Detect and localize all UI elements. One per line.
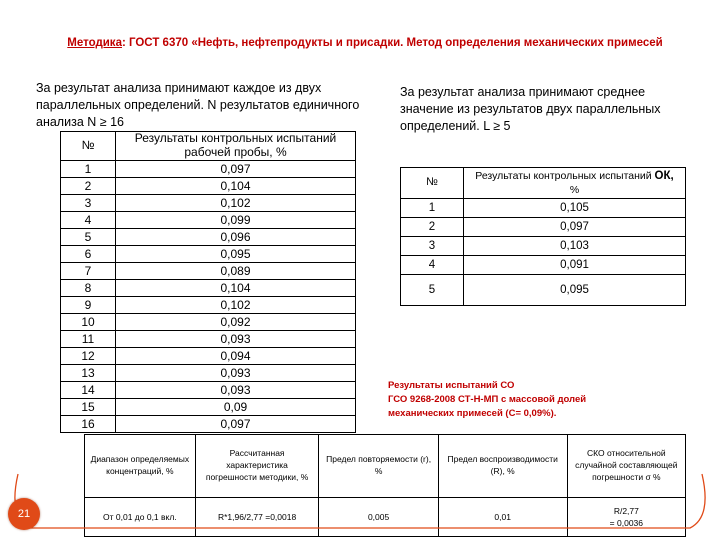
cell-result: 0,103 [464, 237, 686, 256]
cell-number: 1 [401, 199, 464, 218]
ok-header-abbr: ОК, [654, 169, 674, 182]
page-title-keyword: Методика [67, 37, 122, 49]
table-row [61, 263, 356, 280]
cell-reproducibility: 0,01 [438, 498, 567, 537]
column-header-range: Диапазон определяемых концентраций, % [85, 435, 196, 498]
cell-number: 13 [61, 365, 116, 382]
column-header-reproducibility: Предел воспроизводимости (R), % [438, 435, 567, 498]
column-header-number: № [401, 168, 464, 199]
cell-result: 0,094 [116, 348, 356, 365]
cell-result: 0,105 [464, 199, 686, 218]
cell-number: 4 [61, 212, 116, 229]
table-row [61, 399, 356, 416]
cell-result: 0,104 [116, 178, 356, 195]
cell-number: 7 [61, 263, 116, 280]
column-header-rsd: СКО относительной случайной составляющей погрешности σ % [567, 435, 685, 498]
table-row [61, 382, 356, 399]
cell-result: 0,097 [116, 161, 356, 178]
cell-number: 10 [61, 314, 116, 331]
page-title [60, 36, 670, 52]
intro-paragraph-right: За результат анализа принимают среднее значение из результатов двух параллельных определений. L ≥ 5 [400, 85, 661, 133]
cell-rsd-value: = 0,0036 [609, 518, 643, 528]
cell-number: 2 [401, 218, 464, 237]
cell-number: 1 [61, 161, 116, 178]
column-header-accuracy: Рассчитанная характеристика погрешности методики, % [195, 435, 319, 498]
page-number-badge: 21 [8, 498, 40, 530]
ok-header-unit: % [569, 183, 580, 196]
cell-rsd [567, 498, 685, 537]
cell-number: 14 [61, 382, 116, 399]
table-row [61, 331, 356, 348]
cell-number: 16 [61, 416, 116, 433]
intro-paragraph-left: За результат анализа принимают каждое из двух параллельных определений. N результатов единичного анализа N ≥ 16 [36, 81, 360, 129]
table-row [401, 275, 686, 306]
cell-result: 0,09 [116, 399, 356, 416]
table-row [61, 161, 356, 178]
table-header-row [85, 435, 686, 498]
reference-note-line-2: ГСО 9268-2008 СТ-Н-МП с массовой долей [388, 393, 587, 405]
table-row [61, 178, 356, 195]
working-sample-table [60, 131, 356, 433]
cell-number: 6 [61, 246, 116, 263]
table-header-row [61, 132, 356, 161]
cell-number: 8 [61, 280, 116, 297]
ok-sample-table [400, 167, 686, 306]
column-header-number: № [61, 132, 116, 161]
table-row [85, 498, 686, 537]
cell-result: 0,104 [116, 280, 356, 297]
cell-result: 0,091 [464, 256, 686, 275]
cell-number: 4 [401, 256, 464, 275]
cell-number: 11 [61, 331, 116, 348]
table-row [61, 348, 356, 365]
table-row [61, 195, 356, 212]
table-row [61, 212, 356, 229]
table-row [61, 416, 356, 433]
table-header-row [401, 168, 686, 199]
cell-result: 0,102 [116, 195, 356, 212]
reference-note-line-3: механических примесей (С= 0,09%). [388, 407, 557, 419]
cell-number: 3 [61, 195, 116, 212]
table-row [61, 314, 356, 331]
cell-number: 12 [61, 348, 116, 365]
table-row [61, 229, 356, 246]
table-row [61, 297, 356, 314]
table-row [401, 218, 686, 237]
table-row [401, 237, 686, 256]
reference-material-note [388, 379, 688, 420]
cell-result: 0,095 [464, 275, 686, 306]
cell-result: 0,102 [116, 297, 356, 314]
cell-number: 5 [401, 275, 464, 306]
cell-result: 0,099 [116, 212, 356, 229]
page-title-rest: : ГОСТ 6370 «Нефть, нефтепродукты и присадки. Метод определения механических примесей [121, 37, 663, 49]
cell-number: 3 [401, 237, 464, 256]
cell-result: 0,096 [116, 229, 356, 246]
table-row [61, 365, 356, 382]
ok-header-text: Результаты контрольных испытаний [475, 169, 655, 182]
cell-rsd-formula: R/2,77 [613, 505, 639, 516]
cell-repeatability: 0,005 [319, 498, 438, 537]
table-row [401, 199, 686, 218]
cell-number: 9 [61, 297, 116, 314]
cell-result: 0,093 [116, 365, 356, 382]
cell-accuracy: R*1,96/2,77 =0,0018 [195, 498, 319, 537]
cell-result: 0,092 [116, 314, 356, 331]
column-header-ok-results [464, 168, 686, 199]
column-header-repeatability: Предел повторяемости (r), % [319, 435, 438, 498]
cell-result: 0,093 [116, 331, 356, 348]
table-row [61, 246, 356, 263]
cell-result: 0,095 [116, 246, 356, 263]
cell-number: 15 [61, 399, 116, 416]
cell-result: 0,097 [464, 218, 686, 237]
cell-result: 0,093 [116, 382, 356, 399]
metrology-characteristics-table [84, 434, 686, 537]
cell-result: 0,097 [116, 416, 356, 433]
cell-number: 2 [61, 178, 116, 195]
table-row [401, 256, 686, 275]
reference-note-line-1: Результаты испытаний СО [388, 380, 515, 391]
cell-number: 5 [61, 229, 116, 246]
cell-range: От 0,01 до 0,1 вкл. [85, 498, 196, 537]
table-row [61, 280, 356, 297]
cell-result: 0,089 [116, 263, 356, 280]
column-header-working-results: Результаты контрольных испытаний рабочей пробы, % [116, 132, 356, 161]
